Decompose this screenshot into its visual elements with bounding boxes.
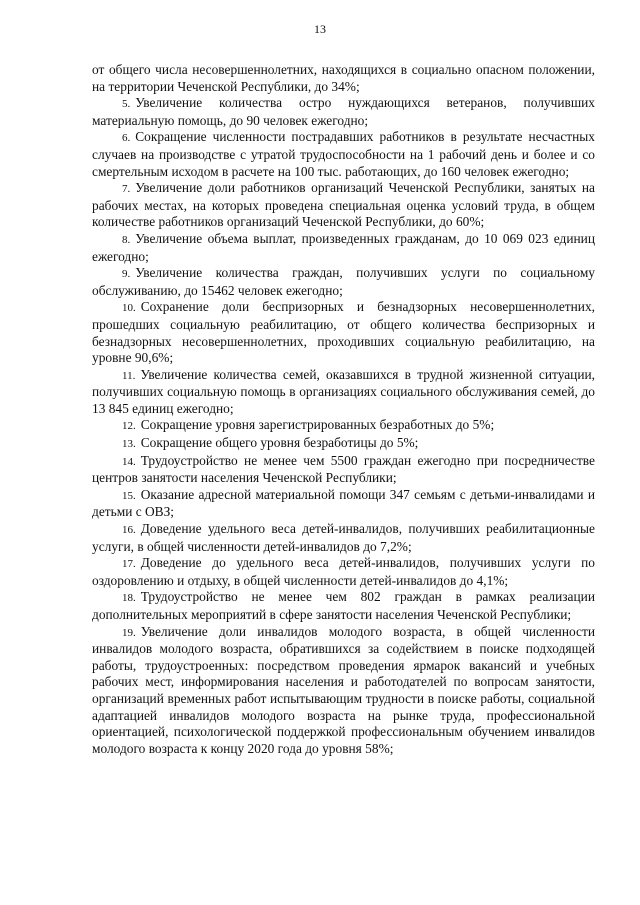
- list-item: [92, 231, 595, 265]
- paragraph-text: Оказание адресной материальной помощи 347 семьям с детьми-инвалидами и детьми с ОВЗ;: [92, 486, 595, 520]
- item-number: 17.: [122, 558, 136, 571]
- paragraph-text: Увеличение доли работников организаций Чеченской Республики, занятых на рабочих местах, на которых проведена специальная оценка условий труда, в общем количестве работников организаций Чеченской Республики, до 60%;: [92, 180, 595, 230]
- paragraph-text: Сокращение уровня зарегистрированных безработных до 5%;: [140, 417, 495, 433]
- item-number: 12.: [122, 420, 136, 433]
- paragraph-text: Увеличение объема выплат, произведенных гражданам, до 10 069 023 единиц ежегодно;: [92, 230, 595, 264]
- page-number: 13: [314, 22, 326, 36]
- list-item: [92, 367, 595, 418]
- item-number: 13.: [122, 438, 136, 451]
- item-number: 16.: [122, 524, 136, 537]
- list-item: [92, 521, 595, 555]
- list-item: [92, 453, 595, 487]
- paragraph-text: от общего числа несовершеннолетних, находящихся в социально опасном положении, на территории Чеченской Республики, до 34%;: [92, 62, 595, 94]
- item-number: 15.: [122, 489, 136, 502]
- list-item: [92, 180, 595, 231]
- paragraph-text: Увеличение доли инвалидов молодого возраста, в общей численности инвалидов молодого возраста, обратившихся за содействием в поиске подходящей работы, трудоустроенных: посредством проведения ярмарок вакансий и учебных рабочих мест, информирования населения и работодателей по вопросам занятости, организаций временных работ испытывающим трудности в поиске работы, социальной адаптацией инвалидов молодого возраста на рынке труда, профессиональной ориентацией, психологической поддержкой профессиональным обучением инвалидов молодого возраста к концу 2020 года до уровня 58%;: [92, 623, 595, 756]
- item-number: 5.: [122, 98, 131, 111]
- list-item: [92, 589, 595, 623]
- list-item: [92, 435, 595, 453]
- list-item: [92, 417, 595, 435]
- list-item: [92, 129, 595, 180]
- item-number: 19.: [122, 626, 136, 639]
- paragraph-text: Сокращение численности пострадавших работников в результате несчастных случаев на производстве с утратой трудоспособности на 1 рабочий день и более и со смертельным исходом в расчете на 100 тыс. работающих, до 160 человек ежегодно;: [92, 129, 595, 179]
- item-number: 18.: [122, 592, 136, 605]
- paragraph-text: Трудоустройство не менее чем 802 граждан в рамках реализации дополнительных мероприятий в сфере занятости населения Чеченской Республики;: [92, 589, 595, 622]
- paragraph-continuation: [92, 62, 595, 95]
- item-number: 6.: [122, 132, 131, 145]
- item-number: 14.: [122, 455, 136, 468]
- paragraph-text: Увеличение количества остро нуждающихся ветеранов, получивших материальную помощь, до 90 человек ежегодно;: [92, 95, 595, 128]
- document-body: [92, 62, 595, 757]
- list-item: [92, 299, 595, 366]
- list-item: [92, 555, 595, 589]
- paragraph-text: Трудоустройство не менее чем 5500 граждан ежегодно при посредничестве центров занятости населения Чеченской Республики;: [92, 452, 595, 486]
- item-number: 8.: [122, 233, 131, 246]
- paragraph-text: Увеличение количества граждан, получивших услуги по социальному обслуживанию, до 15462 человек ежегодно;: [92, 265, 595, 298]
- item-number: 9.: [122, 268, 131, 281]
- list-item: [92, 624, 595, 758]
- list-item: [92, 487, 595, 521]
- item-number: 7.: [122, 183, 131, 196]
- item-number: 11.: [122, 369, 136, 382]
- paragraph-text: Доведение до удельного веса детей-инвалидов, получивших услуги по оздоровлению и отдыху, в общей численности детей-инвалидов до 4,1%;: [92, 555, 595, 588]
- item-number: 10.: [122, 302, 136, 315]
- paragraph-text: Увеличение количества семей, оказавшихся в трудной жизненной ситуации, получивших социальную помощь в организациях социального обслуживания семей, до 13 845 единиц ежегодно;: [92, 366, 595, 416]
- paragraph-text: Сокращение общего уровня безработицы до 5%;: [140, 435, 419, 451]
- paragraph-text: Доведение удельного веса детей-инвалидов, получивших реабилитационные услуги, в общей численности детей-инвалидов до 7,2%;: [92, 521, 595, 554]
- paragraph-text: Сохранение доли беспризорных и безнадзорных несовершеннолетних, прошедших социальную реабилитацию, от общего количества беспризорных и безнадзорных несовершеннолетних, проходивших социальную реабилитацию, на уровне 90,6%;: [92, 299, 595, 366]
- list-item: [92, 95, 595, 129]
- list-item: [92, 265, 595, 299]
